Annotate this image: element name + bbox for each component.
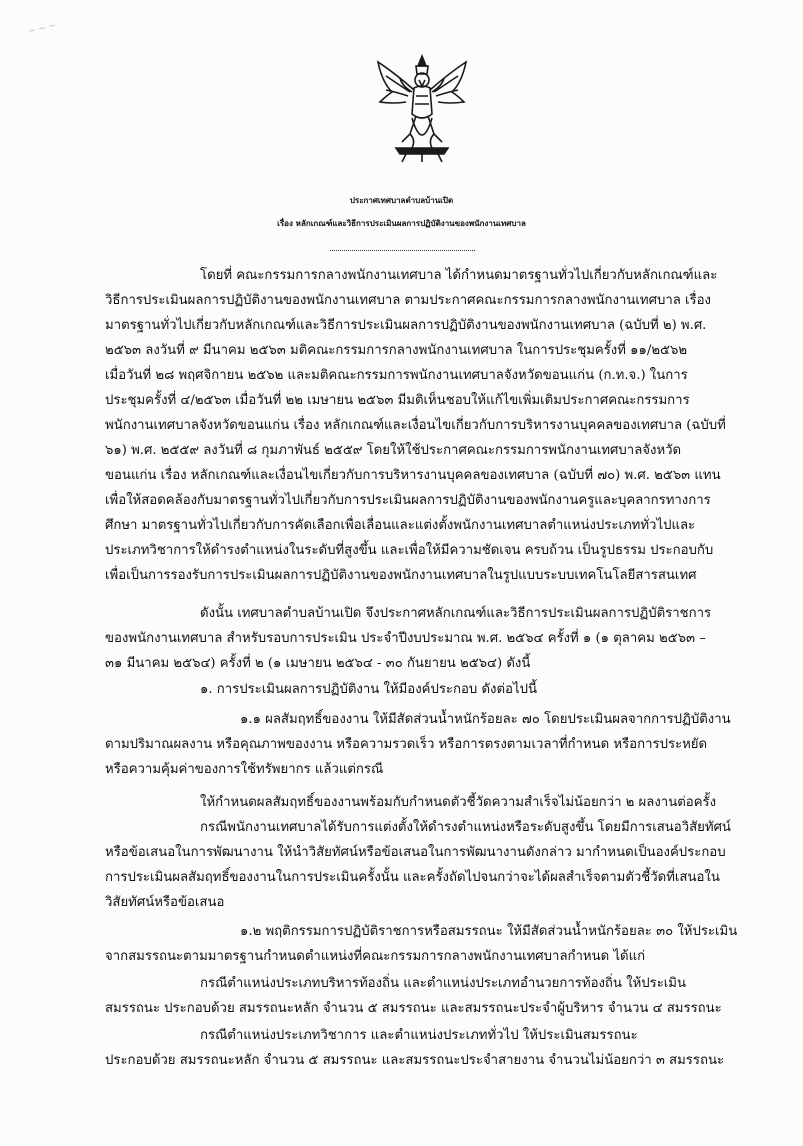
body-line: โดยที่ คณะกรรมการกลางพนักงานเทศบาล ได้กำหนดมาตรฐานทั่วไปเกี่ยวกับหลักเกณฑ์และ	[200, 268, 718, 283]
body-line: เพื่อให้สอดคล้องกับมาตรฐานทั่วไปเกี่ยวกับการประเมินผลการปฏิบัติงานของพนักงานครูและบุคลากรทางการ	[105, 493, 711, 508]
body-line: กรณีตำแหน่งประเภทบริหารท้องถิ่น และตำแหน่งประเภทอำนวยการท้องถิ่น ให้ประเมิน	[200, 976, 687, 991]
body-line: พนักงานเทศบาลจังหวัดขอนแก่น เรื่อง หลักเกณฑ์และเงื่อนไขเกี่ยวกับการบริหารงานบุคคลของเทศบาล (ฉบับที่	[105, 418, 726, 433]
body-line: วิธีการประเมินผลการปฏิบัติงานของพนักงานเทศบาล ตามประกาศคณะกรรมการกลางพนักงานเทศบาล เรื่อง	[105, 293, 711, 308]
body-line: ประเภทวิชาการให้ดำรงตำแหน่งในระดับที่สูงขึ้น และเพื่อให้มีความชัดเจน ครบถ้วน เป็นรูปธรรม ประกอบกับ	[105, 543, 714, 558]
body-line: เมื่อวันที่ ๒๘ พฤศจิกายน ๒๕๖๒ และมติคณะกรรมการพนักงานเทศบาลจังหวัดขอนแก่น (ก.ท.จ.) ในการ	[105, 368, 688, 383]
body-line: การประเมินผลสัมฤทธิ์ของงานในการประเมินครั้งนั้น และครั้งถัดไปจนกว่าจะได้ผลสำเร็จตามตัวชี้วัดที่เสนอใน	[105, 870, 720, 885]
announcement-subject: เรื่อง หลักเกณฑ์และวิธีการประเมินผลการปฏิบัติงานของพนักงานเทศบาล	[277, 218, 526, 228]
scan-smudge-mark: ~ ~ ~	[27, 20, 58, 38]
body-line: ประชุมครั้งที่ ๔/๒๕๖๓ เมื่อวันที่ ๒๒ เมษายน ๒๕๖๓ มีมติเห็นชอบให้แก้ไขเพิ่มเติมประกาศคณะกรรมการ	[105, 393, 690, 408]
body-line: ๑.๒ พฤติกรรมการปฏิบัติราชการหรือสมรรถนะ ให้มีสัดส่วนน้ำหนักร้อยละ ๓๐ ให้ประเมิน	[240, 924, 738, 939]
body-line: สมรรถนะ ประกอบด้วย สมรรถนะหลัก จำนวน ๕ สมรรถนะ และสมรรถนะประจำผู้บริหาร จำนวน ๔ สมรรถนะ	[105, 1001, 722, 1016]
dotted-divider	[330, 250, 475, 251]
body-line: กรณีพนักงานเทศบาลได้รับการแต่งตั้งให้ดำรงตำแหน่งหรือระดับสูงขึ้น โดยมีการเสนอวิสัยทัศน์	[200, 820, 731, 835]
announcement-title: ประกาศเทศบาลตำบลบ้านเปิด	[349, 195, 454, 205]
body-line: กรณีตำแหน่งประเภทวิชาการ และตำแหน่งประเภททั่วไป ให้ประเมินสมรรถนะ	[200, 1028, 638, 1043]
body-line: ศึกษา มาตรฐานทั่วไปเกี่ยวกับการคัดเลือกเพื่อเลื่อนและแต่งตั้งพนักงานเทศบาลตำแหน่งประเภททั่วไปและ	[105, 518, 696, 533]
body-line: หรือข้อเสนอในการพัฒนางาน ให้นำวิสัยทัศน์หรือข้อเสนอในการพัฒนางานดังกล่าว มากำหนดเป็นองค์ประกอบ	[105, 845, 726, 860]
body-line: ๖๑) พ.ศ. ๒๕๕๙ ลงวันที่ ๘ กุมภาพันธ์ ๒๕๕๙ โดยให้ใช้ประกาศคณะกรรมการพนักงานเทศบาลจังหวัด	[105, 443, 682, 458]
body-line: มาตรฐานทั่วไปเกี่ยวกับหลักเกณฑ์และวิธีการประเมินผลการปฏิบัติงานของพนักงานเทศบาล (ฉบับที่ ๒) พ.ศ.	[105, 318, 707, 333]
body-line: หรือความคุ้มค่าของการใช้ทรัพยากร แล้วแต่กรณี	[105, 762, 384, 777]
body-line: ๓๑ มีนาคม ๒๕๖๔) ครั้งที่ ๒ (๑ เมษายน ๒๕๖๔ - ๓๐ กันยายน ๒๕๖๔) ดังนี้	[105, 656, 531, 671]
body-line: ตามปริมาณผลงาน หรือคุณภาพของงาน หรือความรวดเร็ว หรือการตรงตามเวลาที่กำหนด หรือการประหยัด	[105, 737, 708, 752]
body-line: เพื่อเป็นการรองรับการประเมินผลการปฏิบัติงานของพนักงานเทศบาลในรูปแบบระบบเทคโนโลยีสารสนเทศ	[105, 568, 697, 583]
body-line: ๑.๑ ผลสัมฤทธิ์ของงาน ให้มีสัดส่วนน้ำหนักร้อยละ ๗๐ โดยประเมินผลจากการปฏิบัติงาน	[240, 712, 731, 727]
section-heading-1: ๑. การประเมินผลการปฏิบัติงาน ให้มีองค์ประกอบ ดังต่อไปนี้	[200, 682, 537, 697]
body-line: จากสมรรถนะตามมาตรฐานกำหนดตำแหน่งที่คณะกรรมการกลางพนักงานเทศบาลกำหนด ได้แก่	[105, 949, 646, 964]
body-line: ของพนักงานเทศบาล สำหรับรอบการประเมิน ประจำปีงบประมาณ พ.ศ. ๒๕๖๔ ครั้งที่ ๑ (๑ ตุลาคม ๒๕๖๓ –	[105, 631, 706, 646]
body-line: ประกอบด้วย สมรรถนะหลัก จำนวน ๕ สมรรถนะ และสมรรถนะประจำสายงาน จำนวนไม่น้อยกว่า ๓ สมรรถนะ	[105, 1053, 725, 1068]
garuda-emblem-icon	[372, 52, 472, 164]
body-line: ให้กำหนดผลสัมฤทธิ์ของงานพร้อมกับกำหนดตัวชี้วัดความสำเร็จไม่น้อยกว่า ๒ ผลงานต่อครั้ง	[200, 795, 717, 810]
body-line: ขอนแก่น เรื่อง หลักเกณฑ์และเงื่อนไขเกี่ยวกับการบริหารงานบุคคลของเทศบาล (ฉบับที่ ๗๐) พ.ศ. ๒๕๖๓ แทน	[105, 468, 721, 483]
body-line: ดังนั้น เทศบาลตำบลบ้านเปิด จึงประกาศหลักเกณฑ์และวิธีการประเมินผลการปฏิบัติราชการ	[200, 606, 712, 621]
body-line: วิสัยทัศน์หรือข้อเสนอ	[105, 895, 225, 910]
body-line: ๒๕๖๓ ลงวันที่ ๙ มีนาคม ๒๕๖๓ มติคณะกรรมการกลางพนักงานเทศบาล ในการประชุมครั้งที่ ๑๑/๒๕๖๒	[105, 343, 688, 358]
